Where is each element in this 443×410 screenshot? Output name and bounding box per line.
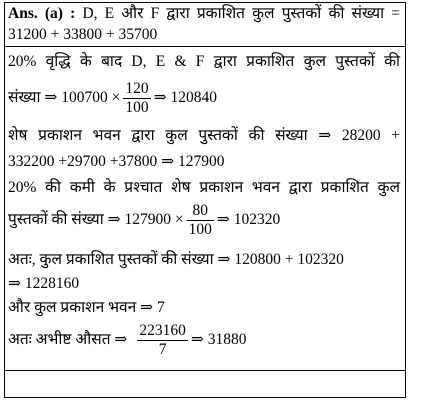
- step1-line-2-post: ⇒ 120840: [153, 89, 218, 107]
- step1-line-1: 20% वृद्धि के बाद D, E & F द्वारा प्रकाशित कुल पुस्तकों की: [8, 53, 400, 70]
- step3-fraction-numerator: 80: [187, 202, 214, 221]
- step6-post: ⇒ 31880: [190, 331, 247, 349]
- answer-line-1-text: D, E और F द्वारा प्रकाशित कुल पुस्तकों की संख्या =: [75, 5, 400, 22]
- step1-line-2: [8, 80, 217, 117]
- divider-1: [4, 46, 406, 47]
- answer-label: Ans. (a) :: [8, 5, 76, 22]
- answer-line-1: [8, 4, 400, 24]
- step1-line-2-pre: संख्या ⇒ 100700 ×: [8, 89, 121, 107]
- step3-line-1: 20% की कमी के प्रश्चात शेष प्रकाशन भवन द्वारा प्रकाशित कुल: [8, 179, 400, 196]
- step2-line-2: 332200 +29700 +37800 ⇒ 127900: [8, 153, 225, 170]
- step3-fraction-denominator: 100: [188, 221, 212, 238]
- answer-line-2: 31200 + 33800 + 35700: [8, 26, 158, 43]
- step6-line: [8, 322, 247, 359]
- divider-2: [4, 370, 406, 371]
- step6-fraction-numerator: 223160: [139, 322, 186, 339]
- step6-fraction: [137, 322, 188, 359]
- step3-line-2-post: ⇒ 102320: [216, 211, 281, 229]
- step6-pre: अतः अभीष्ट औसत ⇒: [8, 331, 128, 349]
- step6-fraction-denominator: 7: [158, 341, 167, 358]
- step5-line-1: और कुल प्रकाशन भवन ⇒ 7: [8, 299, 165, 316]
- step4-line-2: ⇒ 1228160: [8, 275, 80, 292]
- step2-line-1: शेष प्रकाशन भवन द्वारा कुल पुस्तकों की संख्या ⇒ 28200 +: [8, 127, 400, 144]
- step3-line-2: [8, 202, 280, 239]
- step3-fraction: [187, 202, 214, 239]
- step1-fraction: [123, 80, 150, 117]
- step1-fraction-numerator: 120: [125, 80, 149, 97]
- step1-fraction-denominator: 100: [125, 99, 149, 116]
- step4-line-1: अतः, कुल प्रकाशित पुस्तकों की संख्या ⇒ 120800 + 102320: [8, 251, 344, 268]
- step3-line-2-pre: पुस्तकों की संख्या ⇒ 127900 ×: [8, 211, 184, 229]
